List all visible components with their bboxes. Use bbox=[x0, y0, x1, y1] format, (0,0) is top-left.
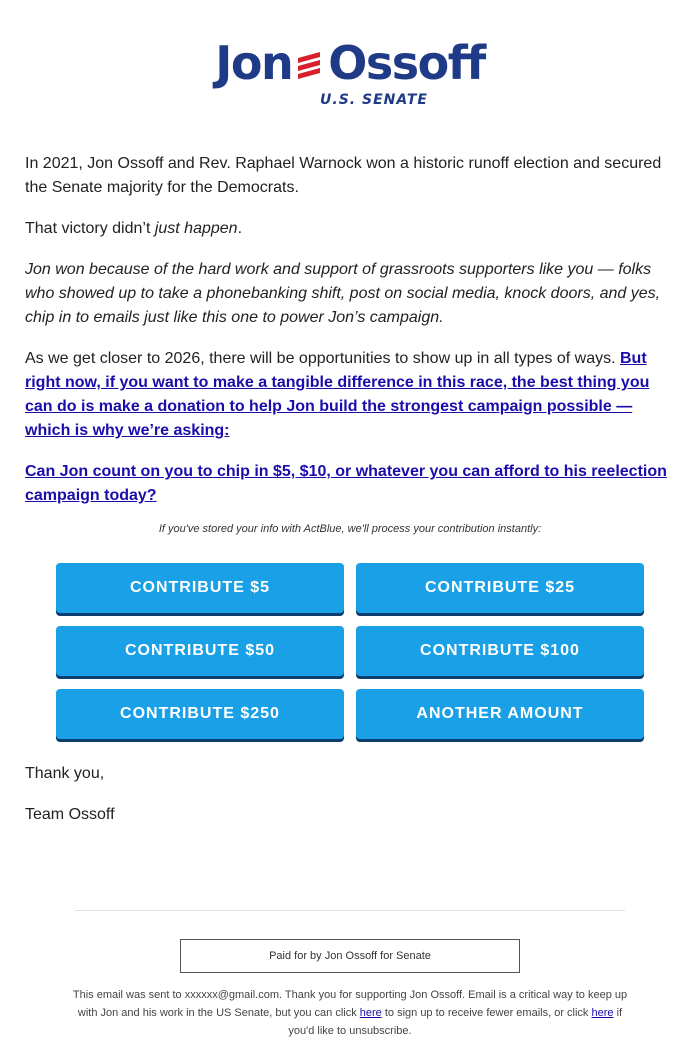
paragraph-grassroots: Jon won because of the hard work and support of grassroots supporters like you — folks who showed up to take a phonebanking shift, post on social media, knock doors, and yes, chip in to emails just like this one to power Jon’s campaign. bbox=[25, 261, 661, 326]
another-amount-button[interactable]: ANOTHER AMOUNT bbox=[356, 689, 644, 739]
unsubscribe-link[interactable]: here bbox=[591, 1007, 614, 1019]
paragraph-chip-in bbox=[25, 460, 675, 508]
contribute-100-button[interactable]: CONTRIBUTE $100 bbox=[356, 626, 644, 676]
victory-text: That victory didn’t bbox=[25, 220, 155, 237]
footer-divider bbox=[75, 910, 625, 911]
paid-for-disclaimer: Paid for by Jon Ossoff for Senate bbox=[180, 939, 520, 973]
paragraph-intro: In 2021, Jon Ossoff and Rev. Raphael Warnock won a historic runoff election and secured the Senate majority for the Democrats. bbox=[25, 155, 662, 196]
flag-stripes-icon bbox=[296, 46, 326, 82]
footer-text bbox=[70, 986, 630, 1040]
contribute-25-button[interactable]: CONTRIBUTE $25 bbox=[356, 563, 644, 613]
thank-you: Thank you, bbox=[25, 765, 105, 782]
contribute-5-button[interactable]: CONTRIBUTE $5 bbox=[56, 563, 344, 613]
ask-text: As we get closer to 2026, there will be opportunities to show up in all types of ways. bbox=[25, 350, 616, 367]
contribute-250-button[interactable]: CONTRIBUTE $250 bbox=[56, 689, 344, 739]
donation-ask-link[interactable]: But right now, if you want to make a tangible difference in this race, the best thing you can do is make a donation to help Jon build the strongest campaign possible — which is why we’re asking: bbox=[25, 350, 650, 439]
email-body bbox=[25, 152, 675, 525]
signature: Team Ossoff bbox=[25, 806, 115, 823]
email-closing bbox=[25, 762, 675, 844]
footer-text-part2: to sign up to receive fewer emails, or click bbox=[381, 1007, 592, 1019]
contribution-buttons bbox=[56, 563, 644, 739]
paragraph-ask bbox=[25, 347, 675, 443]
campaign-logo bbox=[0, 36, 700, 116]
chip-in-link[interactable]: Can Jon count on you to chip in $5, $10, or whatever you can afford to his reelection campaign today? bbox=[25, 463, 667, 504]
victory-period: . bbox=[237, 220, 243, 237]
victory-emphasis: just happen bbox=[154, 220, 238, 237]
actblue-note: If you've stored your info with ActBlue, we'll process your contribution instantly: bbox=[158, 523, 542, 535]
footer-text-part3: if you'd like to unsubscribe. bbox=[288, 1007, 623, 1037]
fewer-emails-link[interactable]: here bbox=[359, 1007, 382, 1019]
paragraph-victory bbox=[25, 217, 675, 241]
footer-text-part1: This email was sent to xxxxxx@gmail.com. Thank you for supporting Jon Ossoff. Email is a critical way to keep up with Jon and his work in the US Senate, but you can click bbox=[72, 989, 628, 1019]
logo-first-name: Jon bbox=[215, 36, 293, 90]
logo-subtitle: U.S. SENATE bbox=[320, 92, 428, 108]
logo-last-name: Ossoff bbox=[328, 36, 485, 90]
contribute-50-button[interactable]: CONTRIBUTE $50 bbox=[56, 626, 344, 676]
logo-wordmark bbox=[0, 36, 700, 90]
